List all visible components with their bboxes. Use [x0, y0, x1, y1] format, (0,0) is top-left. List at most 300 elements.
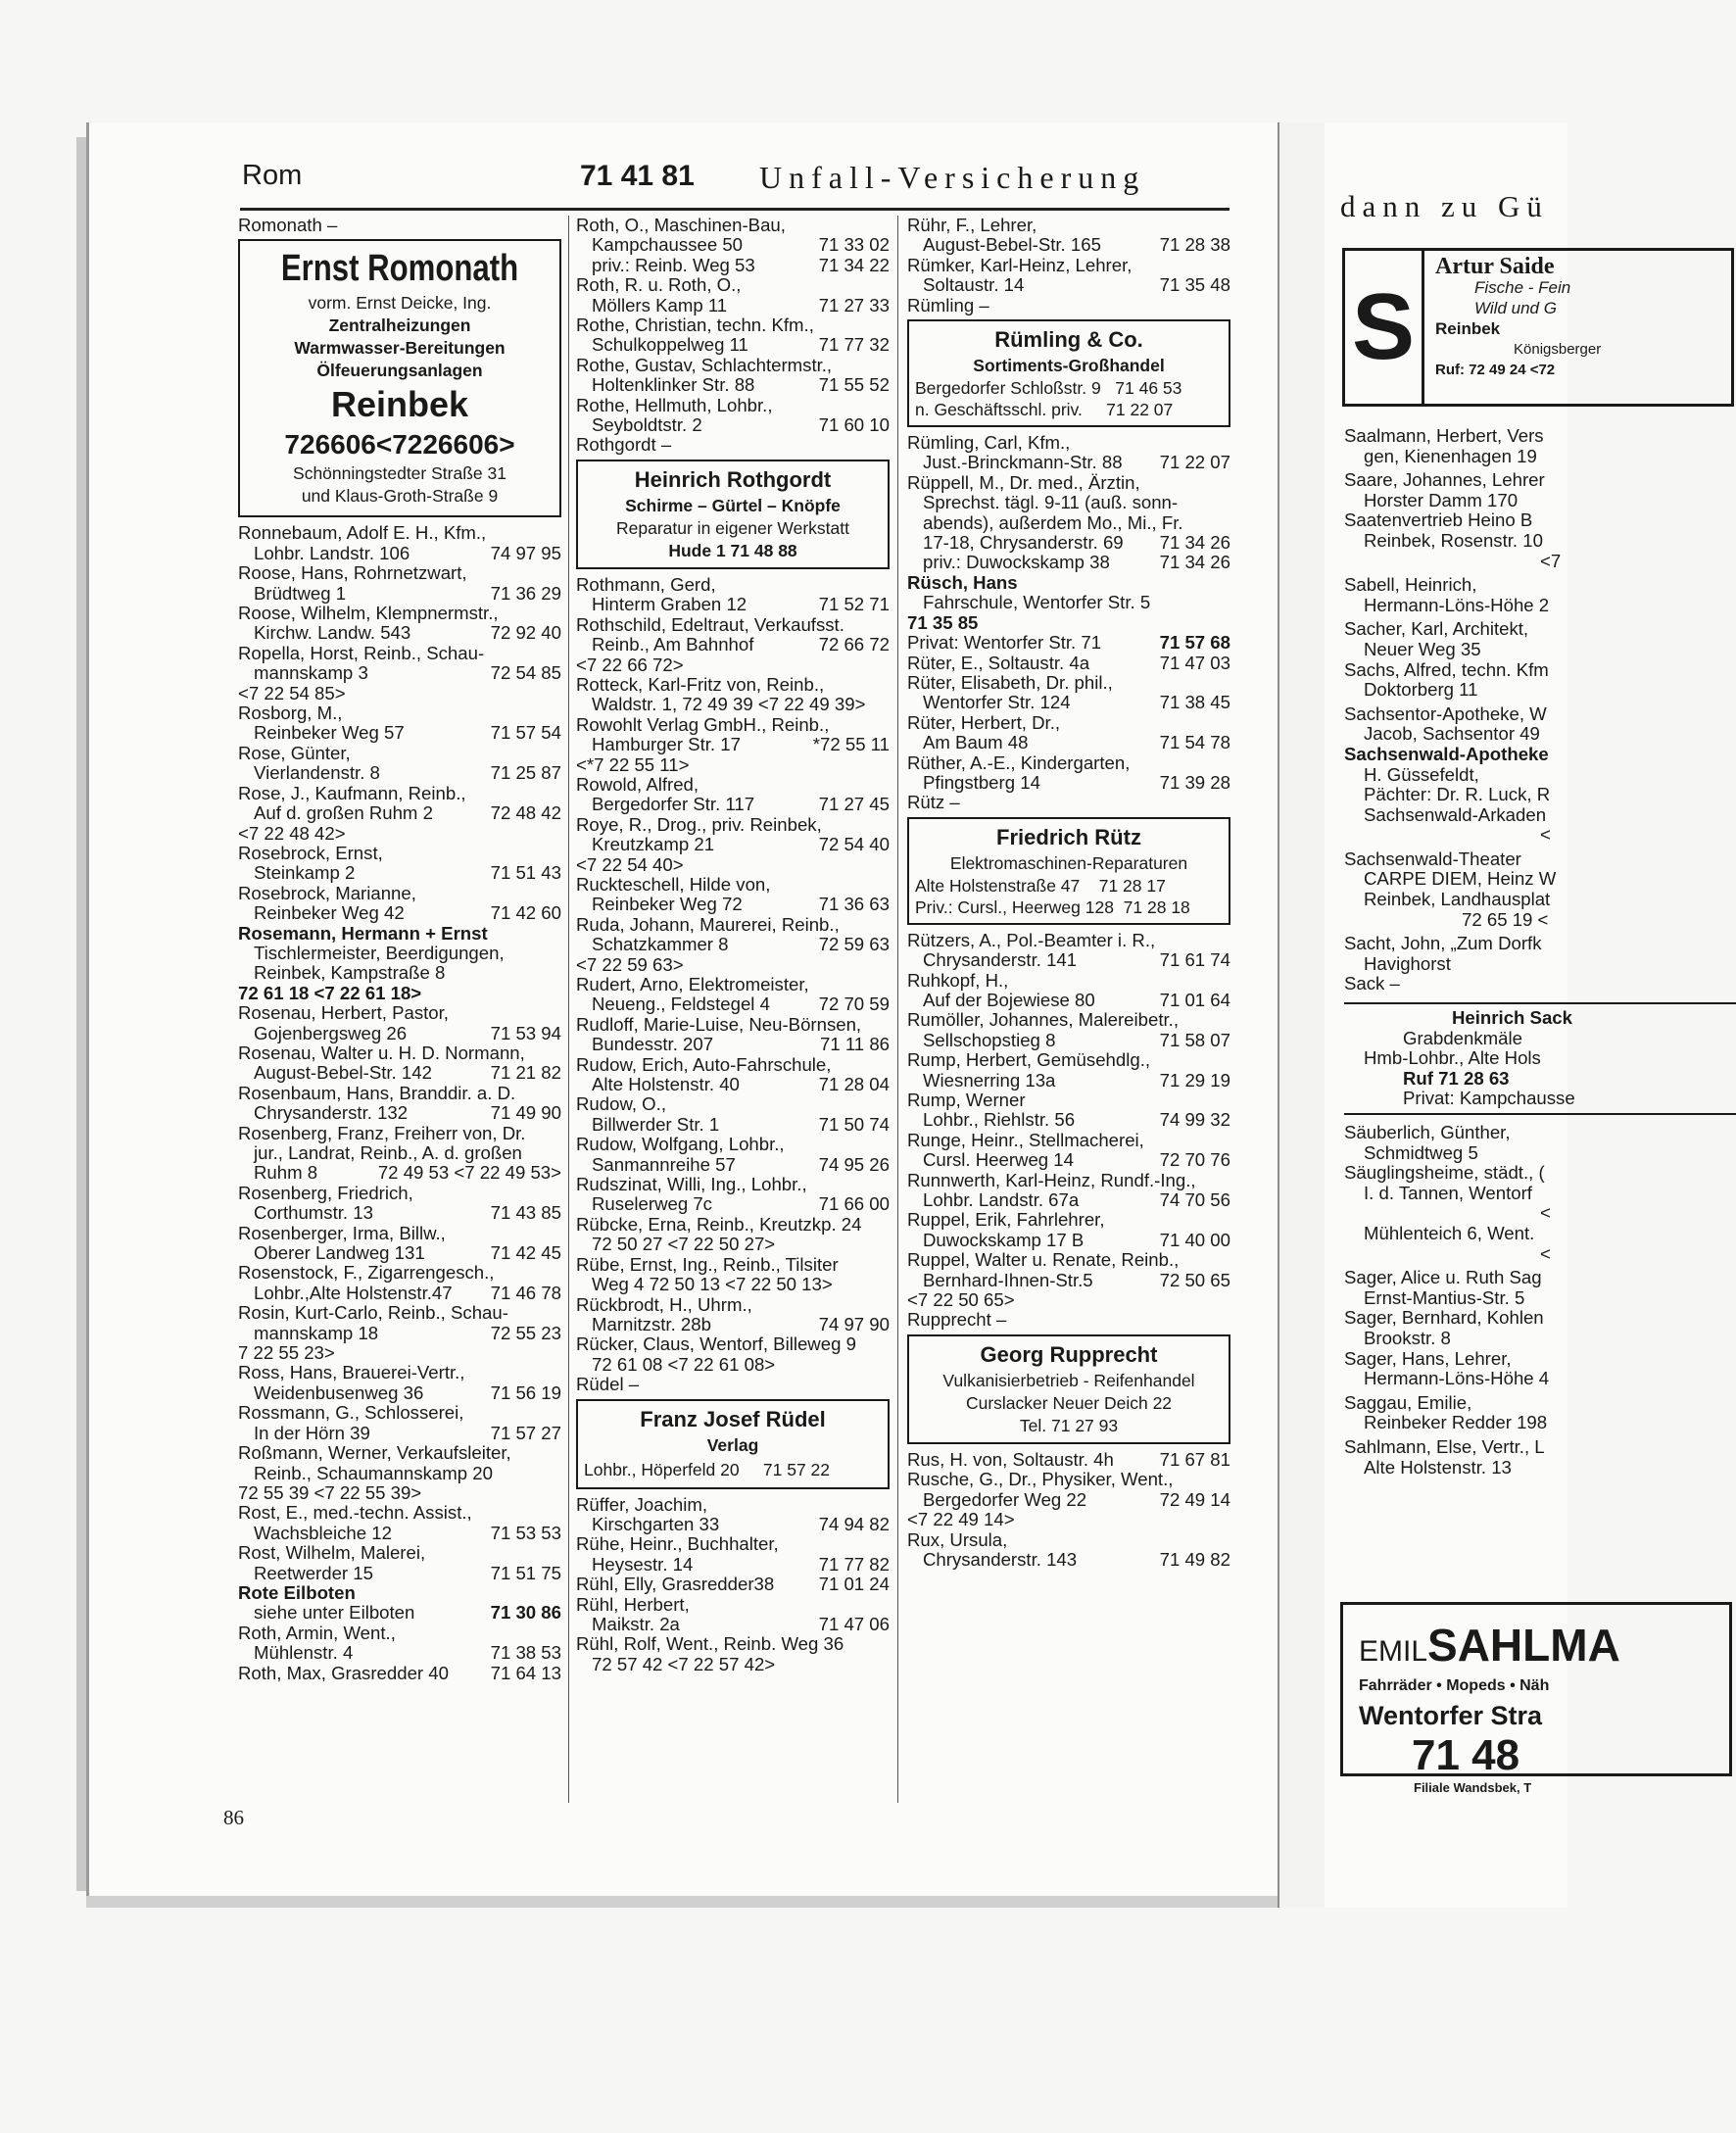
- entry-line: Bundesstr. 207: [592, 1034, 714, 1055]
- directory-entry: [907, 633, 1230, 653]
- entry-line: Kirschgarten 33: [592, 1513, 720, 1534]
- entry-name: Saatenvertrieb Heino B: [1344, 509, 1533, 531]
- directory-entry: [576, 875, 890, 915]
- advert-line: Friedrich Rütz: [996, 824, 1141, 849]
- entry-line: Chrysanderstr. 132: [254, 1102, 409, 1124]
- entry-line: siehe unter Eilboten: [254, 1602, 415, 1624]
- advert-line: Tel. 71 27 93: [1019, 1415, 1119, 1435]
- advert-line: Rümling & Co.: [994, 327, 1143, 353]
- header-rule: [240, 208, 1230, 211]
- phone-number: 74 97 90: [818, 1313, 890, 1334]
- advert-line: 726606<7226606>: [284, 429, 515, 461]
- entry-line: Havighorst: [1364, 952, 1451, 974]
- directory-entry: [576, 1534, 890, 1575]
- entry-line: Pfingstberg 14: [923, 771, 1040, 793]
- entry-line: Wentorfer Str. 124: [923, 692, 1071, 713]
- advert-romonath: [238, 239, 561, 517]
- entry-name: Rothschild, Edeltraut, Verkaufsst.: [576, 613, 844, 635]
- advert-body: [1435, 254, 1602, 380]
- entry-name: Ruda, Johann, Maurerei, Reinb.,: [576, 913, 840, 935]
- entry-line: Holtenklinker Str. 88: [592, 374, 755, 396]
- book-gutter: [1278, 122, 1325, 1908]
- directory-entry: [238, 844, 561, 884]
- phone-number-alt: <7 22 59 63>: [576, 953, 684, 975]
- phone-number: 71 34 26: [1159, 532, 1230, 554]
- advert-line: Sortiments-Großhandel: [973, 356, 1165, 376]
- entry-line: Chrysanderstr. 141: [923, 949, 1078, 971]
- entry-name: Roth, O., Maschinen-Bau,: [576, 215, 786, 235]
- entry-line: Lohbr. Landstr. 106: [254, 542, 410, 563]
- entry-line: Seyboldtstr. 2: [592, 414, 702, 436]
- advert-line: Elektromaschinen-Reparaturen: [949, 852, 1188, 873]
- facing-column: [1344, 426, 1736, 1478]
- phone-number: 71 51 43: [490, 862, 561, 884]
- entry-line: Hermann-Löns-Höhe 2: [1364, 594, 1550, 615]
- entry-name: Rost, E., med.-techn. Assist.,: [238, 1502, 472, 1524]
- entry-line: Reinbek, Landhausplat: [1364, 889, 1551, 910]
- entry-name: Rühl, Elly, Grasredder38: [576, 1574, 775, 1595]
- entry-line: Duwockskamp 17 B: [923, 1229, 1085, 1250]
- advert-line: n. Geschäftsschl. priv. 71 22 07: [915, 400, 1174, 420]
- advert-line: Priv.: Cursl., Heerweg 128 71 28 18: [915, 897, 1190, 917]
- phone-number: 71 36 29: [490, 582, 561, 604]
- column-divider: [568, 216, 569, 1803]
- entry-name: Rothmann, Gerd,: [576, 573, 716, 595]
- directory-entry: [576, 1055, 890, 1095]
- entry-name: Runge, Heinr., Stellmacherei,: [907, 1129, 1144, 1150]
- entry-line: 72 61 08 <7 22 61 08>: [592, 1353, 776, 1375]
- entry-line: Maikstr. 2a: [592, 1613, 680, 1634]
- entry-name: Sabell, Heinrich,: [1344, 574, 1477, 596]
- entry-name: Rüppell, M., Dr. med., Ärztin,: [907, 471, 1140, 493]
- entry-line: Marnitzstr. 28b: [592, 1313, 711, 1334]
- entry-name: Rosborg, M.,: [238, 703, 343, 724]
- directory-entry: [238, 1363, 561, 1403]
- directory-entry: [238, 1224, 561, 1264]
- phone-number: 72 50 65: [1159, 1269, 1230, 1290]
- directory-entry: [238, 1664, 561, 1683]
- advert-line: Hude 1 71 48 88: [668, 540, 797, 560]
- entry-line: Sachsenwald-Arkaden: [1364, 803, 1547, 825]
- entry-line: <7: [1540, 550, 1562, 571]
- advert-letter: S: [1345, 251, 1424, 404]
- entry-line: Kirchw. Landw. 543: [254, 622, 411, 644]
- directory-entry: [576, 975, 890, 1015]
- phone-number-alt: <7 22 48 42>: [238, 822, 346, 844]
- entry-name: Rüsch, Hans: [907, 571, 1018, 593]
- entry-line: <: [1540, 1242, 1551, 1264]
- entry-line: Lohbr. Landstr. 67a: [923, 1189, 1080, 1211]
- phone-number: 74 99 32: [1159, 1109, 1230, 1131]
- directory-entry: [576, 1334, 890, 1375]
- entry-line: Steinkamp 2: [254, 862, 356, 884]
- entry-line: Ruhm 8: [254, 1162, 318, 1184]
- phone-number: 71 42 45: [490, 1242, 561, 1264]
- advert-line: Heinrich Rothgordt: [634, 466, 832, 492]
- advert-title: Artur Saide: [1435, 254, 1555, 279]
- phone-number: 71 22 07: [1159, 452, 1230, 473]
- phone-number: 74 97 95: [490, 542, 561, 563]
- directory-entry: [576, 1575, 890, 1594]
- directory-entry: [907, 1210, 1230, 1250]
- directory-entry: [238, 1184, 561, 1224]
- entry-line: Ruselerweg 7c: [592, 1193, 712, 1215]
- entry-name: Rümker, Karl-Heinz, Lehrer,: [907, 254, 1133, 275]
- advert-ruemling: [907, 319, 1230, 427]
- phone-number: 74 70 56: [1159, 1189, 1230, 1211]
- entry-line: Jacob, Sachsentor 49: [1364, 723, 1540, 745]
- phone-number: 71 35 48: [1159, 274, 1230, 296]
- directory-entry: [238, 703, 561, 744]
- directory-entry: [576, 1175, 890, 1215]
- directory-entry: [907, 433, 1230, 473]
- entry-name: Rusche, G., Dr., Physiker, Went.,: [907, 1469, 1174, 1490]
- brand-first: EMIL: [1359, 1635, 1428, 1668]
- directory-entry: [238, 1263, 561, 1303]
- entry-name: Rudow, Wolfgang, Lohbr.,: [576, 1134, 785, 1155]
- phone-number: 71 51 75: [490, 1562, 561, 1583]
- phone-number: 71 57 68: [1159, 632, 1230, 654]
- entry-name: Sager, Alice u. Ruth Sag: [1344, 1267, 1542, 1288]
- entry-line: Doktorberg 11: [1364, 679, 1478, 701]
- entry-line: Kampchaussee 50: [592, 234, 744, 256]
- directory-entry: [238, 744, 561, 784]
- directory-entry: [238, 784, 561, 824]
- entry-name: Rüter, Elisabeth, Dr. phil.,: [907, 671, 1113, 693]
- directory-entry: [576, 275, 890, 315]
- phone-number: 72 49 53 <7 22 49 53>: [377, 1162, 561, 1184]
- entry-line: Sanmannreihe 57: [592, 1153, 736, 1175]
- entry-name: Rudow, Erich, Auto-Fahrschule,: [576, 1053, 832, 1075]
- phone-number: 71 55 52: [818, 374, 890, 396]
- page-number: 86: [223, 1806, 244, 1829]
- phone-number: 71 57 27: [490, 1422, 561, 1443]
- phone-number: 71 77 82: [818, 1553, 890, 1575]
- section-label: Rüdel –: [576, 1374, 640, 1395]
- entry-line: Soltaustr. 14: [923, 274, 1025, 296]
- entry-name: Rudert, Arno, Elektromeister,: [576, 974, 809, 994]
- section-label: Rütz –: [907, 792, 960, 813]
- phone-number: 71 49 82: [1159, 1548, 1230, 1570]
- phone-number: 71 61 74: [1159, 949, 1230, 971]
- entry-line: Hmb-Lohbr., Alte Hols: [1364, 1047, 1541, 1069]
- entry-line: Schmidtweg 5: [1364, 1141, 1478, 1163]
- phone-number: 71 25 87: [490, 762, 561, 784]
- entry-line: Hinterm Graben 12: [592, 594, 747, 615]
- directory-entry: [907, 971, 1230, 1011]
- entry-name: Rosenau, Herbert, Pastor,: [238, 1002, 449, 1024]
- advert-line: Curslacker Neuer Deich 22: [965, 1392, 1173, 1413]
- entry-line: Just.-Brinckmann-Str. 88: [923, 452, 1123, 473]
- entry-name: Rotteck, Karl-Fritz von, Reinb.,: [576, 673, 825, 695]
- advert-line: Reinbek: [1435, 319, 1501, 338]
- directory-entry: [576, 615, 890, 655]
- phone-number: 71 33 02: [818, 234, 890, 256]
- entry-line: priv.: Reinb. Weg 53: [592, 254, 755, 275]
- entry-name: Rose, Günter,: [238, 742, 351, 763]
- entry-line: In der Hörn 39: [254, 1422, 370, 1443]
- entry-name: Rosebrock, Ernst,: [238, 842, 383, 863]
- phone-number-alt: 71 35 85: [907, 611, 979, 633]
- phone-number: 71 36 63: [818, 894, 890, 915]
- entry-name: Rüter, Herbert, Dr.,: [907, 711, 1061, 733]
- entry-line: Gojenbergsweg 26: [254, 1022, 408, 1043]
- entry-line: August-Bebel-Str. 142: [254, 1062, 432, 1084]
- entry-line: Schatzkammer 8: [592, 934, 729, 955]
- entry-name: Rübcke, Erna, Reinb., Kreutzkp. 24: [576, 1213, 862, 1235]
- phone-number: 71 47 03: [1159, 652, 1230, 673]
- directory-entry: [576, 1634, 890, 1674]
- phone-number: 72 55 23: [490, 1322, 561, 1343]
- running-head-left: Rom: [242, 160, 303, 191]
- entry-line: Pächter: Dr. R. Luck, R: [1364, 784, 1551, 805]
- entry-line: Ruf 71 28 63: [1403, 1067, 1510, 1089]
- entry-name: Rosenberg, Friedrich,: [238, 1182, 413, 1203]
- entry-name: Rosenberger, Irma, Billw.,: [238, 1222, 446, 1243]
- directory-entry: [576, 915, 890, 955]
- directory-entry: [907, 931, 1230, 971]
- entry-line: Heysestr. 14: [592, 1553, 694, 1575]
- column-2: [576, 216, 890, 1674]
- entry-line: Bernhard-Ihnen-Str.5: [923, 1269, 1093, 1290]
- entry-name: Rückbrodt, H., Uhrm.,: [576, 1293, 752, 1315]
- entry-line: Heinrich Sack: [1344, 1002, 1736, 1029]
- entry-line: Reinbeker Weg 42: [254, 902, 405, 924]
- running-head-number: 71 41 81: [580, 160, 695, 192]
- directory-entry: [576, 396, 890, 436]
- directory-entry: [238, 1543, 561, 1583]
- entry-name: Rowohlt Verlag GmbH., Reinb.,: [576, 713, 830, 735]
- entry-name: Rosenberg, Franz, Freiherr von, Dr.: [238, 1122, 526, 1143]
- directory-entry: [576, 1215, 890, 1255]
- phone-number: 71 43 85: [490, 1202, 561, 1224]
- phone-number: 71 38 53: [490, 1642, 561, 1664]
- phone-number: 72 54 40: [818, 834, 890, 855]
- phone-number-alt: <*7 22 55 11>: [576, 753, 690, 775]
- phone-number: 71 49 90: [490, 1102, 561, 1124]
- phone-number-alt: <7 22 66 72>: [576, 654, 684, 675]
- directory-entry: [576, 815, 890, 855]
- entry-name: Roose, Hans, Rohrnetzwart,: [238, 562, 467, 584]
- phone-number: 71 57 54: [490, 722, 561, 744]
- entry-name: Rühl, Herbert,: [576, 1593, 690, 1615]
- entry-line: Brookstr. 8: [1364, 1327, 1451, 1348]
- entry-name: Rosenau, Walter u. H. D. Normann,: [238, 1042, 525, 1063]
- directory-entry: [907, 713, 1230, 753]
- directory-entry: [907, 1470, 1230, 1510]
- entry-name: Saalmann, Herbert, Vers: [1344, 425, 1544, 446]
- entry-line: Reinbeker Weg 72: [592, 894, 743, 915]
- entry-name: Sachsenwald-Theater: [1344, 848, 1521, 869]
- entry-name: Rudszinat, Willi, Ing., Lohbr.,: [576, 1174, 807, 1195]
- entry-name: Rossmann, G., Schlosserei,: [238, 1402, 464, 1424]
- entry-name: Säuberlich, Günther,: [1344, 1122, 1511, 1142]
- advert-line: Wentorfer Stra: [1359, 1701, 1543, 1730]
- entry-line: Grabdenkmäle: [1403, 1027, 1522, 1048]
- phone-number: 71 52 71: [818, 594, 890, 615]
- entry-name: Ronnebaum, Adolf E. H., Kfm.,: [238, 522, 487, 544]
- advert-line: Warmwasser-Bereitungen: [294, 338, 506, 359]
- phone-number: 72 48 42: [490, 802, 561, 824]
- entry-name: Rothe, Gustav, Schlachtermstr.,: [576, 354, 833, 375]
- advert-line: Bergedorfer Schloßstr. 9 71 46 53: [915, 378, 1182, 399]
- phone-number: 71 58 07: [1159, 1029, 1230, 1050]
- section-label: Rümling –: [907, 294, 989, 315]
- phone-number-alt: <7 22 49 14>: [907, 1509, 1015, 1530]
- phone-number: 71 47 06: [818, 1613, 890, 1634]
- entry-line: Reetwerder 15: [254, 1562, 373, 1583]
- entry-line: Bergedorfer Str. 117: [592, 794, 755, 815]
- advert-rothgordt: [576, 460, 890, 569]
- directory-entry: [907, 1010, 1230, 1050]
- directory-entry: [907, 1091, 1230, 1131]
- phone-number-alt: 7 22 55 23>: [238, 1342, 335, 1364]
- saide-advert: [1342, 248, 1734, 407]
- entry-name: Rümling, Carl, Kfm.,: [907, 432, 1071, 454]
- entry-name: Ruckteschell, Hilde von,: [576, 873, 771, 895]
- phone-number: 71 38 45: [1159, 692, 1230, 713]
- entry-name: Rücker, Claus, Wentorf, Billeweg 9: [576, 1333, 856, 1355]
- entry-name: Sacht, John, „Zum Dorfk: [1344, 933, 1542, 954]
- entry-name: Rosin, Kurt-Carlo, Reinb., Schau-: [238, 1302, 508, 1324]
- entry-line: Reinbek, Kampstraße 8: [254, 962, 446, 984]
- phone-number: 71 67 81: [1159, 1448, 1230, 1470]
- column-1: [238, 216, 561, 1683]
- directory-entry: [238, 1003, 561, 1043]
- entry-name: Sacher, Karl, Architekt,: [1344, 618, 1529, 640]
- advert-line: Königsberger: [1514, 341, 1602, 358]
- phone-number: 71 64 13: [490, 1662, 561, 1683]
- entry-line: Reinb., Am Bahnhof: [592, 634, 754, 655]
- directory-entry: [576, 1135, 890, 1175]
- directory-entry: [238, 563, 561, 604]
- entry-line: Mühlenstr. 4: [254, 1642, 354, 1664]
- entry-line: Waldstr. 1, 72 49 39 <7 22 49 39>: [592, 694, 866, 715]
- directory-entry: [238, 1124, 561, 1184]
- entry-name: Rost, Wilhelm, Malerei,: [238, 1542, 426, 1564]
- entry-name: Rosenstock, F., Zigarrengesch.,: [238, 1262, 495, 1284]
- phone-number-alt: 72 55 39 <7 22 55 39>: [238, 1481, 422, 1503]
- entry-line: I. d. Tannen, Wentorf: [1364, 1182, 1532, 1203]
- entry-line: Reinb., Schaumannskamp 20: [254, 1462, 493, 1483]
- phone-number: 71 53 53: [490, 1522, 561, 1543]
- phone-number: 72 54 85: [490, 662, 561, 684]
- phone-number: 71 60 10: [818, 414, 890, 436]
- entry-line: Reinbeker Redder 198: [1364, 1412, 1548, 1433]
- entry-line: Tischlermeister, Beerdigungen,: [254, 942, 505, 963]
- phone-number: 71 28 38: [1159, 234, 1230, 256]
- phone-number: 71 11 86: [820, 1034, 890, 1055]
- entry-line: 72 65 19 <: [1462, 908, 1549, 930]
- advert-line: Ruf: 72 49 24 <72: [1435, 362, 1556, 378]
- phone-number-alt: <7 22 54 85>: [238, 682, 346, 703]
- directory-entry: [238, 604, 561, 644]
- entry-line: Weidenbusenweg 36: [254, 1382, 424, 1403]
- entry-name: Sachs, Alfred, techn. Kfm: [1344, 658, 1549, 680]
- running-head-right: Unfall-Versicherung: [759, 160, 1146, 195]
- entry-name: Sack –: [1344, 973, 1400, 994]
- entry-line: Auf d. großen Ruhm 2: [254, 802, 433, 824]
- advert-line: Reparatur in eigener Werkstatt: [616, 517, 849, 538]
- entry-name: Roye, R., Drog., priv. Reinbek,: [576, 813, 822, 835]
- directory-entry: [907, 216, 1230, 256]
- phone-number: 71 27 33: [818, 294, 890, 315]
- entry-line: Vierlandenstr. 8: [254, 762, 380, 784]
- directory-entry: [238, 1403, 561, 1443]
- directory-entry: [238, 884, 561, 924]
- entry-line: 17-18, Chrysanderstr. 69: [923, 532, 1124, 554]
- entry-line: Am Baum 48: [923, 732, 1029, 753]
- entry-name: Rump, Herbert, Gemüsehdlg.,: [907, 1049, 1151, 1071]
- phone-number: 72 70 76: [1159, 1149, 1230, 1171]
- entry-name: Sahlmann, Else, Vertr., L: [1344, 1435, 1545, 1457]
- entry-name: Ross, Hans, Brauerei-Vertr.,: [238, 1362, 465, 1383]
- facing-page: [1325, 122, 1620, 1908]
- directory-entry: [238, 1303, 561, 1343]
- entry-name: Saare, Johannes, Lehrer: [1344, 469, 1545, 491]
- directory-entry: [576, 1094, 890, 1135]
- entry-name: Roose, Wilhelm, Klempnermstr.,: [238, 603, 499, 624]
- entry-name: Rosemann, Hermann + Ernst: [238, 922, 488, 944]
- entry-line: gen, Kienenhagen 19: [1364, 445, 1537, 466]
- entry-name: Rüffer, Joachim,: [576, 1493, 708, 1515]
- directory-entry: [576, 1015, 890, 1055]
- directory-entry: [238, 1583, 561, 1624]
- directory-entry: [907, 573, 1230, 613]
- directory-entry: [576, 216, 890, 275]
- entry-name: Ruppel, Walter u. Renate, Reinb.,: [907, 1249, 1180, 1271]
- entry-line: Chrysanderstr. 143: [923, 1548, 1078, 1570]
- directory-entry: [907, 753, 1230, 794]
- entry-name: Sager, Hans, Lehrer,: [1344, 1347, 1512, 1369]
- column-divider: [897, 216, 898, 1803]
- entry-name: Rowold, Alfred,: [576, 773, 699, 795]
- directory-entry: [907, 1171, 1230, 1211]
- directory-entry: [907, 673, 1230, 713]
- phone-number-alt: <7 22 54 40>: [576, 853, 684, 875]
- advert-line: Alte Holstenstraße 47 71 28 17: [915, 875, 1166, 896]
- entry-line: mannskamp 3: [254, 662, 368, 684]
- advert-phone: 71 48: [1412, 1731, 1520, 1779]
- advert-line: Vulkanisierbetrieb - Reifenhandel: [942, 1370, 1195, 1390]
- entry-line: Fahrschule, Wentorfer Str. 5: [923, 592, 1151, 613]
- entry-line: Bergedorfer Weg 22: [923, 1488, 1087, 1510]
- phone-number: 71 53 94: [490, 1022, 561, 1043]
- advert-line: Zentralheizungen: [328, 315, 471, 336]
- entry-name: Rote Eilboten: [238, 1581, 356, 1603]
- brand-second: SAHLMA: [1427, 1620, 1620, 1671]
- entry-line: Reinbeker Weg 57: [254, 722, 405, 744]
- phone-number: 71 46 78: [490, 1282, 561, 1303]
- entry-name: Sachsentor-Apotheke, W: [1344, 703, 1547, 724]
- entry-name: Runnwerth, Karl-Heinz, Rundf.-Ing.,: [907, 1169, 1196, 1190]
- entry-line: Brüdtweg 1: [254, 582, 347, 604]
- directory-entry: [907, 1250, 1230, 1290]
- phone-number: 72 49 14: [1159, 1488, 1230, 1510]
- entry-line: CARPE DIEM, Heinz W: [1364, 868, 1557, 890]
- phone-number-alt: <7 22 50 65>: [907, 1289, 1015, 1311]
- directory-entry: [238, 1624, 561, 1664]
- entry-name: Rothe, Christian, techn. Kfm.,: [576, 315, 814, 336]
- directory-entry: [576, 715, 890, 755]
- phone-number: 71 54 78: [1159, 732, 1230, 753]
- directory-entry: [576, 356, 890, 396]
- entry-name: Privat: Wentorfer Str. 71: [907, 632, 1102, 654]
- entry-name: Saggau, Emilie,: [1344, 1391, 1472, 1413]
- entry-line: Oberer Landweg 131: [254, 1242, 425, 1264]
- advert-ruedel: [576, 1399, 890, 1489]
- advert-rupprecht: [907, 1334, 1230, 1444]
